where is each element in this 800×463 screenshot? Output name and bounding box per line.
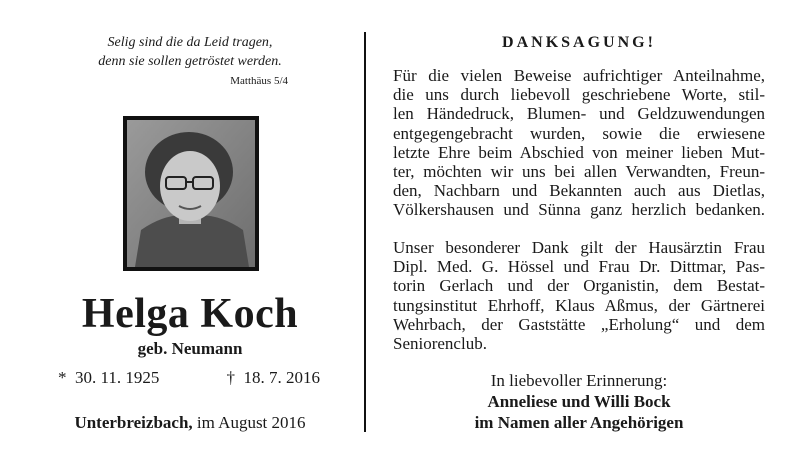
text-line: torin Gerlach und der Organistin, dem Bestat- (393, 276, 765, 296)
bible-verse (40, 33, 340, 71)
month-year: im August 2016 (196, 413, 306, 432)
birth-date-value: 30. 11. 1925 (75, 368, 160, 387)
thanks-paragraph-1 (393, 66, 765, 220)
text-line: Dipl. Med. G. Hössel und Frau Dr. Dittmar, Pas- (393, 257, 765, 277)
closing-line: In liebevoller Erinnerung: (490, 371, 668, 390)
place-and-date (40, 413, 340, 433)
signature-names: Anneliese und Willi Bock (487, 392, 671, 411)
text-line: letzte Ehre beim Abschied von meiner lieben Mut- (393, 142, 765, 162)
death-date (227, 368, 321, 388)
closing-block (393, 370, 765, 433)
text-line: Für die vielen Beweise aufrichtiger Anteilnahme, (393, 66, 765, 85)
text-line: den, Nachbarn und Bekannten auch aus Dietlas, (393, 181, 765, 201)
text-line: Unser besonderer Dank gilt der Hausärztin Frau (393, 238, 765, 257)
text-line: len Händedruck, Blumen- und Geldzuwendungen (393, 104, 765, 124)
signature-family: im Namen aller Angehörigen (474, 413, 684, 432)
place-name: Unterbreizbach, (74, 413, 193, 432)
text-line: die uns durch liebevoll geschriebene Worte, stil- (393, 85, 765, 105)
verse-line-2: denn sie sollen getröstet werden. (98, 54, 282, 69)
text-line: Wehrbach, der Gaststätte „Erholung“ und dem (393, 314, 765, 334)
text-line: entgegengebracht wurden, sowie die erwiesene (393, 123, 765, 143)
verse-line-1: Selig sind die da Leid tragen, (107, 35, 273, 50)
life-dates (58, 368, 320, 388)
verse-reference: Matthäus 5/4 (230, 75, 288, 87)
thanks-paragraph-2 (393, 238, 765, 353)
deceased-name: Helga Koch (81, 291, 299, 337)
portrait-photo (123, 116, 259, 271)
text-line: Seniorenclub. (393, 334, 487, 354)
birth-symbol: * (58, 368, 67, 387)
birth-date (58, 368, 159, 388)
column-divider (364, 32, 366, 432)
text-line: ter, möchten wir uns bei allen Verwandten, Freun- (393, 162, 765, 182)
text-line: tungsinstitut Ehrhoff, Klaus Aßmus, der Gärtnerei (393, 295, 765, 315)
text-line: Völkershausen und Sünna ganz herzlich bedanken. (393, 200, 765, 220)
death-symbol: † (226, 368, 235, 387)
death-date-value: 18. 7. 2016 (243, 368, 320, 387)
maiden-name: geb. Neumann (137, 339, 243, 358)
thanks-heading: DANKSAGUNG! (502, 34, 656, 51)
